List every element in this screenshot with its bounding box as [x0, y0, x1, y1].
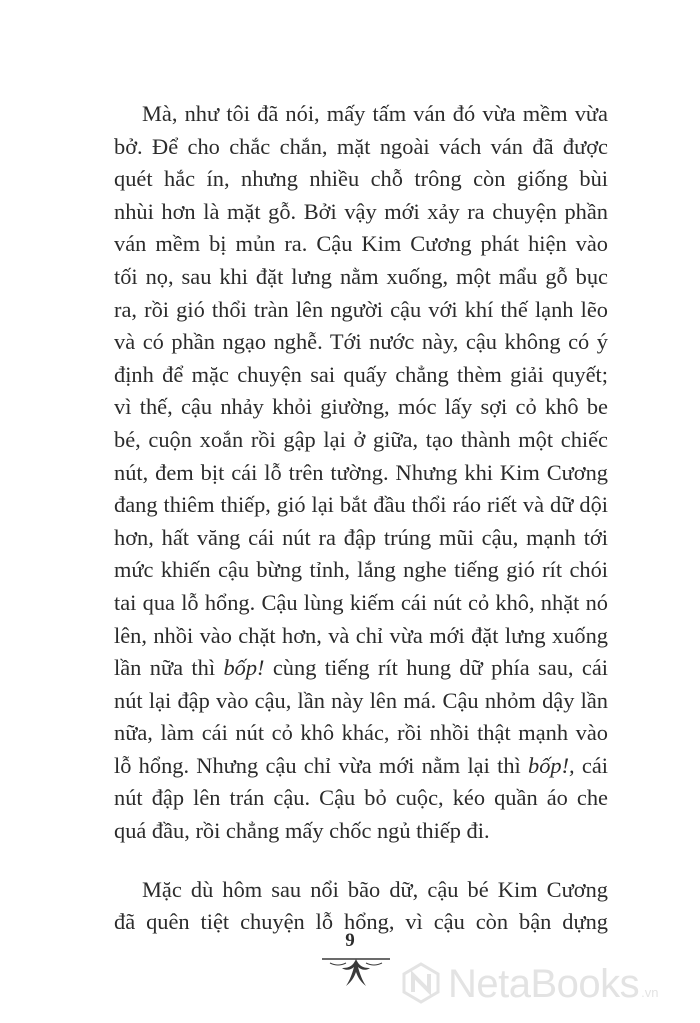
text-line: đang thiêm thiếp, gió lại bắt đầu thổi ráo riết và dữ dội [114, 492, 608, 518]
fleuron-ornament-icon [316, 954, 396, 995]
text-line: tai qua lỗ hổng. Cậu lùng kiếm cái nút cỏ khô, nhặt nó [114, 589, 608, 615]
paragraph [114, 98, 608, 848]
text-line: nút lại đập vào cậu, lần này lên má. Cậu nhỏm dậy lần [114, 687, 608, 713]
text-line: lên, nhồi vào chặt hơn, và chỉ vừa mới đặt lưng xuống [114, 622, 608, 648]
text-line [114, 652, 608, 685]
text-line: quá đầu, rồi chẳng mấy chốc ngủ thiếp đi. [114, 818, 490, 844]
text-run: cùng tiếng rít hung dữ phía sau, cái [264, 655, 608, 681]
text-run: cái [574, 752, 608, 778]
emphasis-text: bốp!, [528, 752, 575, 778]
text-line: Mặc dù hôm sau nổi bão dữ, cậu bé Kim Cương [142, 876, 608, 902]
text-run: lỗ hổng. Nhưng cậu chỉ vừa mới nằm lại thì [114, 752, 528, 778]
page-text [114, 98, 608, 939]
paragraph-gap [114, 848, 608, 874]
page-number: 9 [345, 930, 355, 951]
text-line: mức khiến cậu bừng tỉnh, lắng nghe tiếng gió rít chói [114, 557, 608, 583]
text-line: tối nọ, sau khi đặt lưng nằm xuống, một mẩu gỗ bục [114, 263, 608, 289]
text-line: vì thế, cậu nhảy khỏi giường, móc lấy sợi cỏ khô be [114, 394, 608, 420]
watermark-brand: NetaBooks [448, 962, 640, 1006]
watermark [400, 958, 659, 1004]
text-line: bở. Để cho chắc chắn, mặt ngoài vách ván đã được [114, 133, 608, 159]
netabooks-logo-icon [400, 962, 442, 1004]
text-run: lần nữa thì [114, 655, 224, 681]
text-line: bé, cuộn xoắn rồi gập lại ở giữa, tạo thành một chiếc [114, 426, 608, 452]
text-line: và có phần ngạo nghễ. Tới nước này, cậu không có ý [114, 329, 608, 355]
text-line: ra, rồi gió thổi tràn lên người cậu với khí thế lạnh lẽo [114, 296, 608, 322]
emphasis-text: bốp! [223, 655, 265, 681]
text-line: nút, đem bịt cái lỗ trên tường. Nhưng khi Kim Cương [114, 459, 608, 485]
text-line: ván mềm bị mủn ra. Cậu Kim Cương phát hiện vào [114, 231, 608, 257]
text-line: nút đập lên trán cậu. Cậu bỏ cuộc, kéo quần áo che [114, 785, 608, 811]
text-line: Mà, như tôi đã nói, mấy tấm ván đó vừa mềm vừa [142, 101, 608, 126]
text-line: hơn, hất văng cái nút ra đập trúng mũi cậu, mạnh tới [114, 524, 608, 550]
text-line [114, 750, 608, 783]
text-line: nhùi hơn là mặt gỗ. Bởi vậy mới xảy ra chuyện phần [114, 198, 608, 224]
text-line: nữa, làm cái nút cỏ khô khác, rồi nhồi thật mạnh vào [114, 720, 608, 746]
text-line: quét hắc ín, nhưng nhiều chỗ trông còn giống bùi [114, 166, 608, 192]
text-line: đã quên tiệt chuyện lỗ hổng, vì cậu còn bận dựng [114, 909, 608, 935]
text-line: định để mặc chuyện sai quấy chẳng thèm giải quyết; [114, 361, 608, 387]
watermark-domain: .vn [641, 985, 659, 1000]
